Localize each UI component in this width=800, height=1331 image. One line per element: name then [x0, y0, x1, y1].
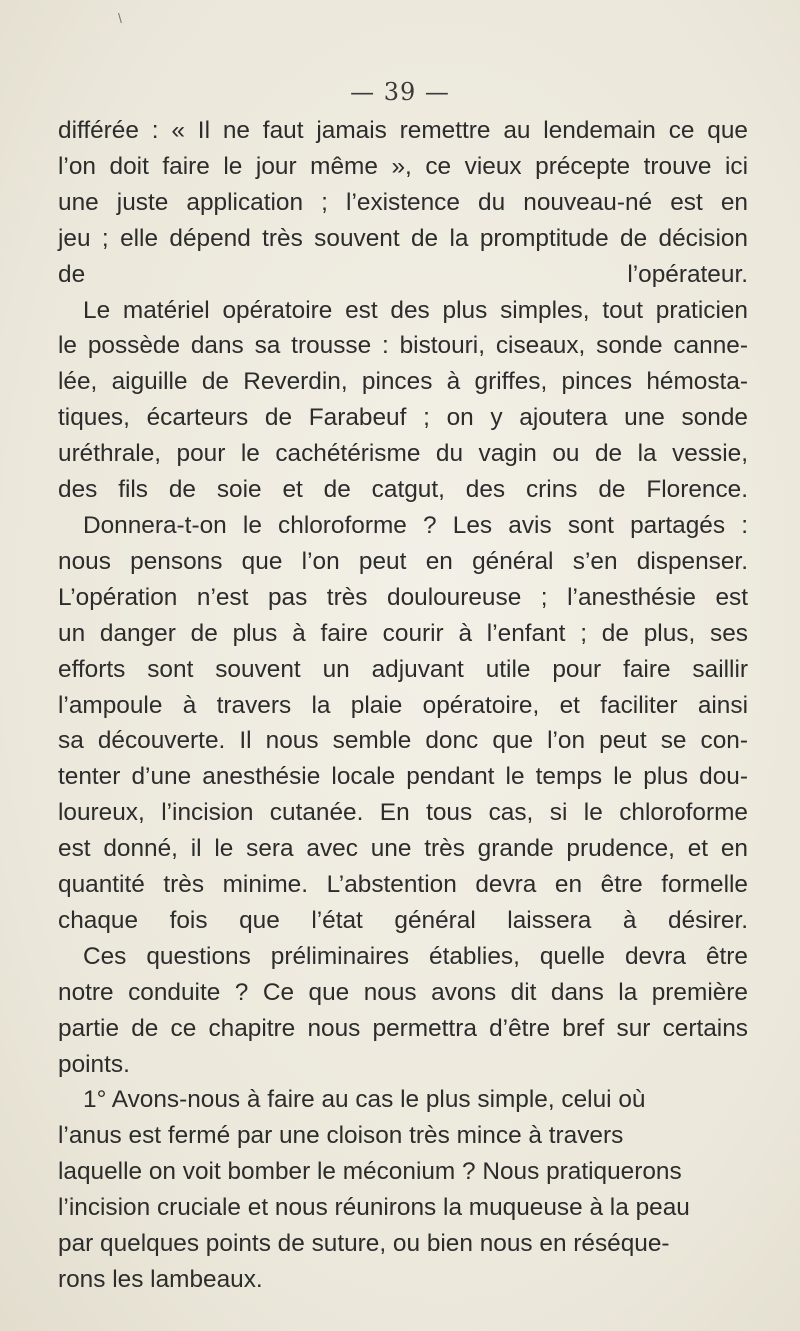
line: une juste application ; l’existence du nouveau-né est en	[58, 188, 748, 216]
line: rons les lambeaux.	[58, 1266, 263, 1293]
paragraph-3	[58, 508, 748, 939]
line: partie de ce chapitre nous permettra d’être bref sur certains	[58, 1014, 748, 1042]
line: un danger de plus à faire courir à l’enfant ; de plus, ses	[58, 619, 748, 647]
line: laquelle on voit bomber le méconium ? Nous pratiquerons	[58, 1158, 682, 1186]
line: uréthrale, pour le cachétérisme du vagin ou de la vessie,	[58, 440, 748, 468]
line: lée, aiguille de Reverdin, pinces à griffes, pinces hémosta-	[58, 368, 748, 396]
line: est donné, il le sera avec une très grande prudence, et en	[58, 835, 748, 863]
page-number: — 39 —	[350, 78, 450, 106]
paragraph-2	[58, 293, 748, 508]
line: Donnera-t-on le chloroforme ? Les avis sont partagés :	[83, 511, 748, 539]
line: jeu ; elle dépend très souvent de la promptitude de décision	[58, 224, 748, 252]
line: l’anus est fermé par une cloison très mince à travers	[58, 1122, 624, 1150]
line: loureux, l’incision cutanée. En tous cas, si le chloroforme	[58, 799, 748, 827]
line: nous pensons que l’on peut en général s’en dispenser.	[58, 547, 748, 575]
line: tenter d’une anesthésie locale pendant le temps le plus dou-	[58, 763, 748, 791]
line: tiques, écarteurs de Farabeuf ; on y ajoutera une sonde	[58, 404, 748, 432]
line: Le matériel opératoire est des plus simples, tout praticien	[83, 296, 748, 324]
line: l’on doit faire le jour même », ce vieux précepte trouve ici	[58, 152, 748, 180]
line: des fils de soie et de catgut, des crins de Florence.	[58, 476, 748, 504]
paragraph-1	[58, 113, 748, 293]
paragraph-5	[58, 1082, 748, 1297]
line: notre conduite ? Ce que nous avons dit dans la première	[58, 978, 748, 1006]
line: sa découverte. Il nous semble donc que l’on peut se con-	[58, 727, 748, 755]
line: le possède dans sa trousse : bistouri, ciseaux, sonde canne-	[58, 332, 748, 360]
line: points.	[58, 1050, 130, 1078]
line: Ces questions préliminaires établies, quelle devra être	[83, 942, 748, 970]
line: différée : « Il ne faut jamais remettre au lendemain ce que	[58, 117, 748, 144]
corner-mark: \	[118, 10, 122, 26]
paragraph-4	[58, 939, 748, 1083]
line: chaque fois que l’état général laissera à désirer.	[58, 906, 748, 934]
line: l’ampoule à travers la plaie opératoire, et faciliter ainsi	[58, 691, 748, 719]
body-text	[58, 113, 748, 1298]
line: quantité très minime. L’abstention devra en être formelle	[58, 871, 748, 899]
line: de l’opérateur.	[58, 260, 748, 288]
line: 1° Avons-nous à faire au cas le plus simple, celui où	[83, 1086, 646, 1114]
line: efforts sont souvent un adjuvant utile pour faire saillir	[58, 655, 748, 683]
line: par quelques points de suture, ou bien nous en réséque-	[58, 1230, 670, 1258]
line: l’incision cruciale et nous réunirons la muqueuse à la peau	[58, 1194, 690, 1222]
line: L’opération n’est pas très douloureuse ; l’anesthésie est	[58, 583, 748, 611]
